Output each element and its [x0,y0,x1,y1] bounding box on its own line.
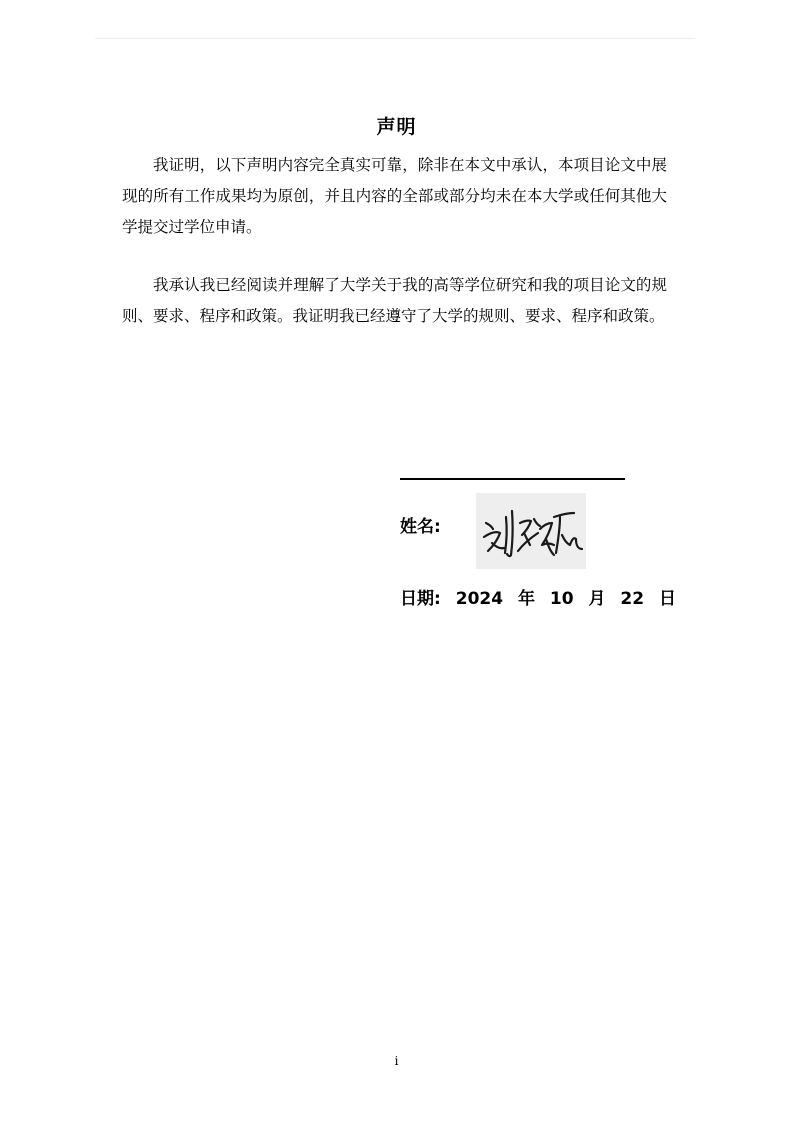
date-line [400,586,676,612]
signature-strokes [476,493,586,569]
name-label: 姓名: [400,517,441,537]
header-rule [95,38,695,39]
handwritten-signature [476,493,586,569]
date-day-unit: 日 [659,589,677,609]
date-year-unit: 年 [517,589,535,609]
date-year: 2024 [455,589,504,609]
declaration-paragraph-2: 我承认我已经阅读并理解了大学关于我的高等学位研究和我的项目论文的规则、要求、程序和政策。我证明我已经遵守了大学的规则、要求、程序和政策。 [122,276,667,325]
date-month: 10 [549,589,574,609]
page-number: i [394,1054,399,1068]
page-title: 声明 [376,116,417,138]
date-month-unit: 月 [588,589,606,609]
signature-line [400,478,625,480]
date-label: 日期: [400,589,441,609]
declaration-paragraph-1: 我证明，以下声明内容完全真实可靠，除非在本文中承认，本项目论文中展现的所有工作成果均为原创，并且内容的全部或部分均未在本大学或任何其他大学提交过学位申请。 [122,156,667,236]
date-day: 22 [620,589,645,609]
